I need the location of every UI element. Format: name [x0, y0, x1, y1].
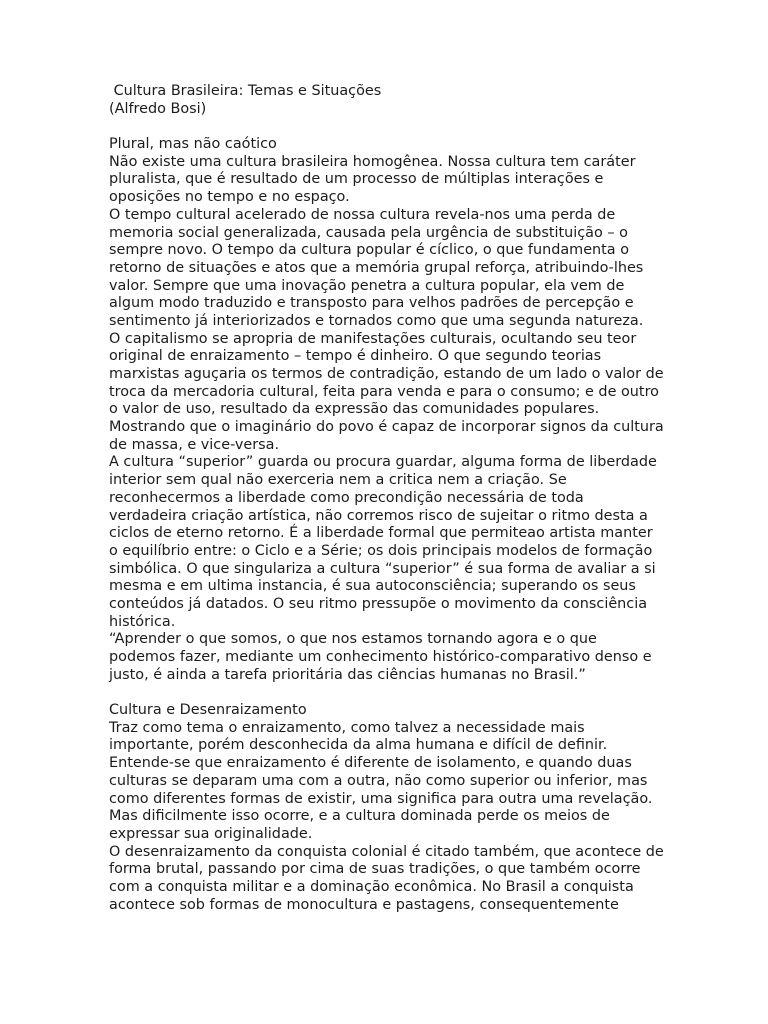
text-line: o equilíbrio entre: o Ciclo e a Série; os dois principais modelos de formação [109, 542, 653, 559]
text-line: sempre novo. O tempo da cultura popular é cíclico, o que fundamenta o [109, 242, 630, 259]
text-line: O desenraizamento da conquista colonial é citado também, que acontece de [109, 843, 664, 860]
text-line: original de enraizamento – tempo é dinheiro. O que segundo teorias [109, 348, 602, 365]
text-line: A cultura “superior” guarda ou procura guardar, alguma forma de liberdade [109, 454, 657, 471]
text-line: mesma e em ultima instancia, é sua autoconsciência; superando os seus [109, 578, 636, 595]
text-line: como diferentes formas de existir, uma significa para outra uma revelação. [109, 790, 653, 807]
document-page [109, 83, 664, 914]
text-line: o valor de uso, resultado da expressão das comunidades populares. [109, 401, 600, 418]
text-line: forma brutal, passando por cima de suas tradições, o que também ocorre [109, 861, 641, 878]
text-line: Entende-se que enraizamento é diferente de isolamento, e quando duas [109, 755, 632, 772]
text-line: ciclos de eterno retorno. É a liberdade formal que permiteao artista manter [109, 525, 653, 542]
section-heading-desenraizamento: Cultura e Desenraizamento [109, 702, 307, 719]
text-line: O capitalismo se apropria de manifestações culturais, ocultando seu teor [109, 330, 637, 347]
text-line: acontece sob formas de monocultura e pastagens, consequentemente [109, 896, 619, 913]
text-line: “Aprender o que somos, o que nos estamos tornando agora e o que [109, 631, 597, 648]
text-line: valor. Sempre que uma inovação penetra a cultura popular, ela vem de [109, 277, 625, 294]
text-line: Mostrando que o imaginário do povo é capaz de incorporar signos da cultura [109, 419, 664, 436]
document-author: (Alfredo Bosi) [109, 100, 207, 117]
text-line: sentimento já interiorizados e tornados como que uma segunda natureza. [109, 312, 644, 329]
text-line: oposições no tempo e no espaço. [109, 189, 350, 206]
text-line: verdadeira criação artística, não corremos risco de sujeitar o ritmo desta a [109, 507, 648, 524]
text-line: Mas dificilmente isso ocorre, e a cultura dominada perde os meios de [109, 808, 610, 825]
section-body-desenraizamento [109, 719, 664, 915]
blank-line [109, 684, 661, 702]
text-line: expressar sua originalidade. [109, 825, 313, 842]
text-line: troca da mercadoria cultural, feita para venda e para o consumo; e de outro [109, 383, 659, 400]
text-line: interior sem qual não exerceria nem a critica nem a criação. Se [109, 472, 567, 489]
text-line: justo, é ainda a tarefa prioritária das ciências humanas no Brasil.” [109, 666, 586, 683]
text-line: Traz como tema o enraizamento, como talvez a necessidade mais [109, 719, 585, 736]
text-line: O tempo cultural acelerado de nossa cultura revela-nos uma perda de [109, 206, 616, 223]
text-line: com a conquista militar e a dominação econômica. No Brasil a conquista [109, 878, 634, 895]
section-heading-plural: Plural, mas não caótico [109, 136, 277, 153]
text-line: marxistas aguçaria os termos de contradição, estando de um lado o valor de [109, 366, 664, 382]
text-line: importante, porém desconhecida da alma humana e difícil de definir. [109, 737, 608, 754]
text-line: de massa, e vice-versa. [109, 436, 280, 453]
text-line: memoria social generalizada, causada pela urgência de substituição – o [109, 224, 628, 241]
document-title: Cultura Brasileira: Temas e Situações [109, 83, 382, 99]
blank-line [109, 118, 661, 136]
text-line: pluralista, que é resultado de um processo de múltiplas interações e [109, 171, 604, 188]
text-line: reconhecermos a liberdade como precondição necessária de toda [109, 489, 584, 506]
text-line: algum modo traduzido e transposto para velhos padrões de percepção e [109, 295, 634, 312]
text-line: retorno de situações e atos que a memória grupal reforça, atribuindo-lhes [109, 259, 644, 276]
text-line: histórica. [109, 613, 176, 630]
text-line: conteúdos já datados. O seu ritmo pressupõe o movimento da consciência [109, 595, 648, 612]
section-body-plural [109, 153, 664, 685]
text-line: podemos fazer, mediante um conhecimento histórico-comparativo denso e [109, 649, 652, 665]
text-line: Não existe uma cultura brasileira homogênea. Nossa cultura tem caráter [109, 153, 636, 170]
text-line: simbólica. O que singulariza a cultura “superior” é sua forma de avaliar a si [109, 560, 656, 577]
text-line: culturas se deparam uma com a outra, não como superior ou inferior, mas [109, 772, 648, 789]
